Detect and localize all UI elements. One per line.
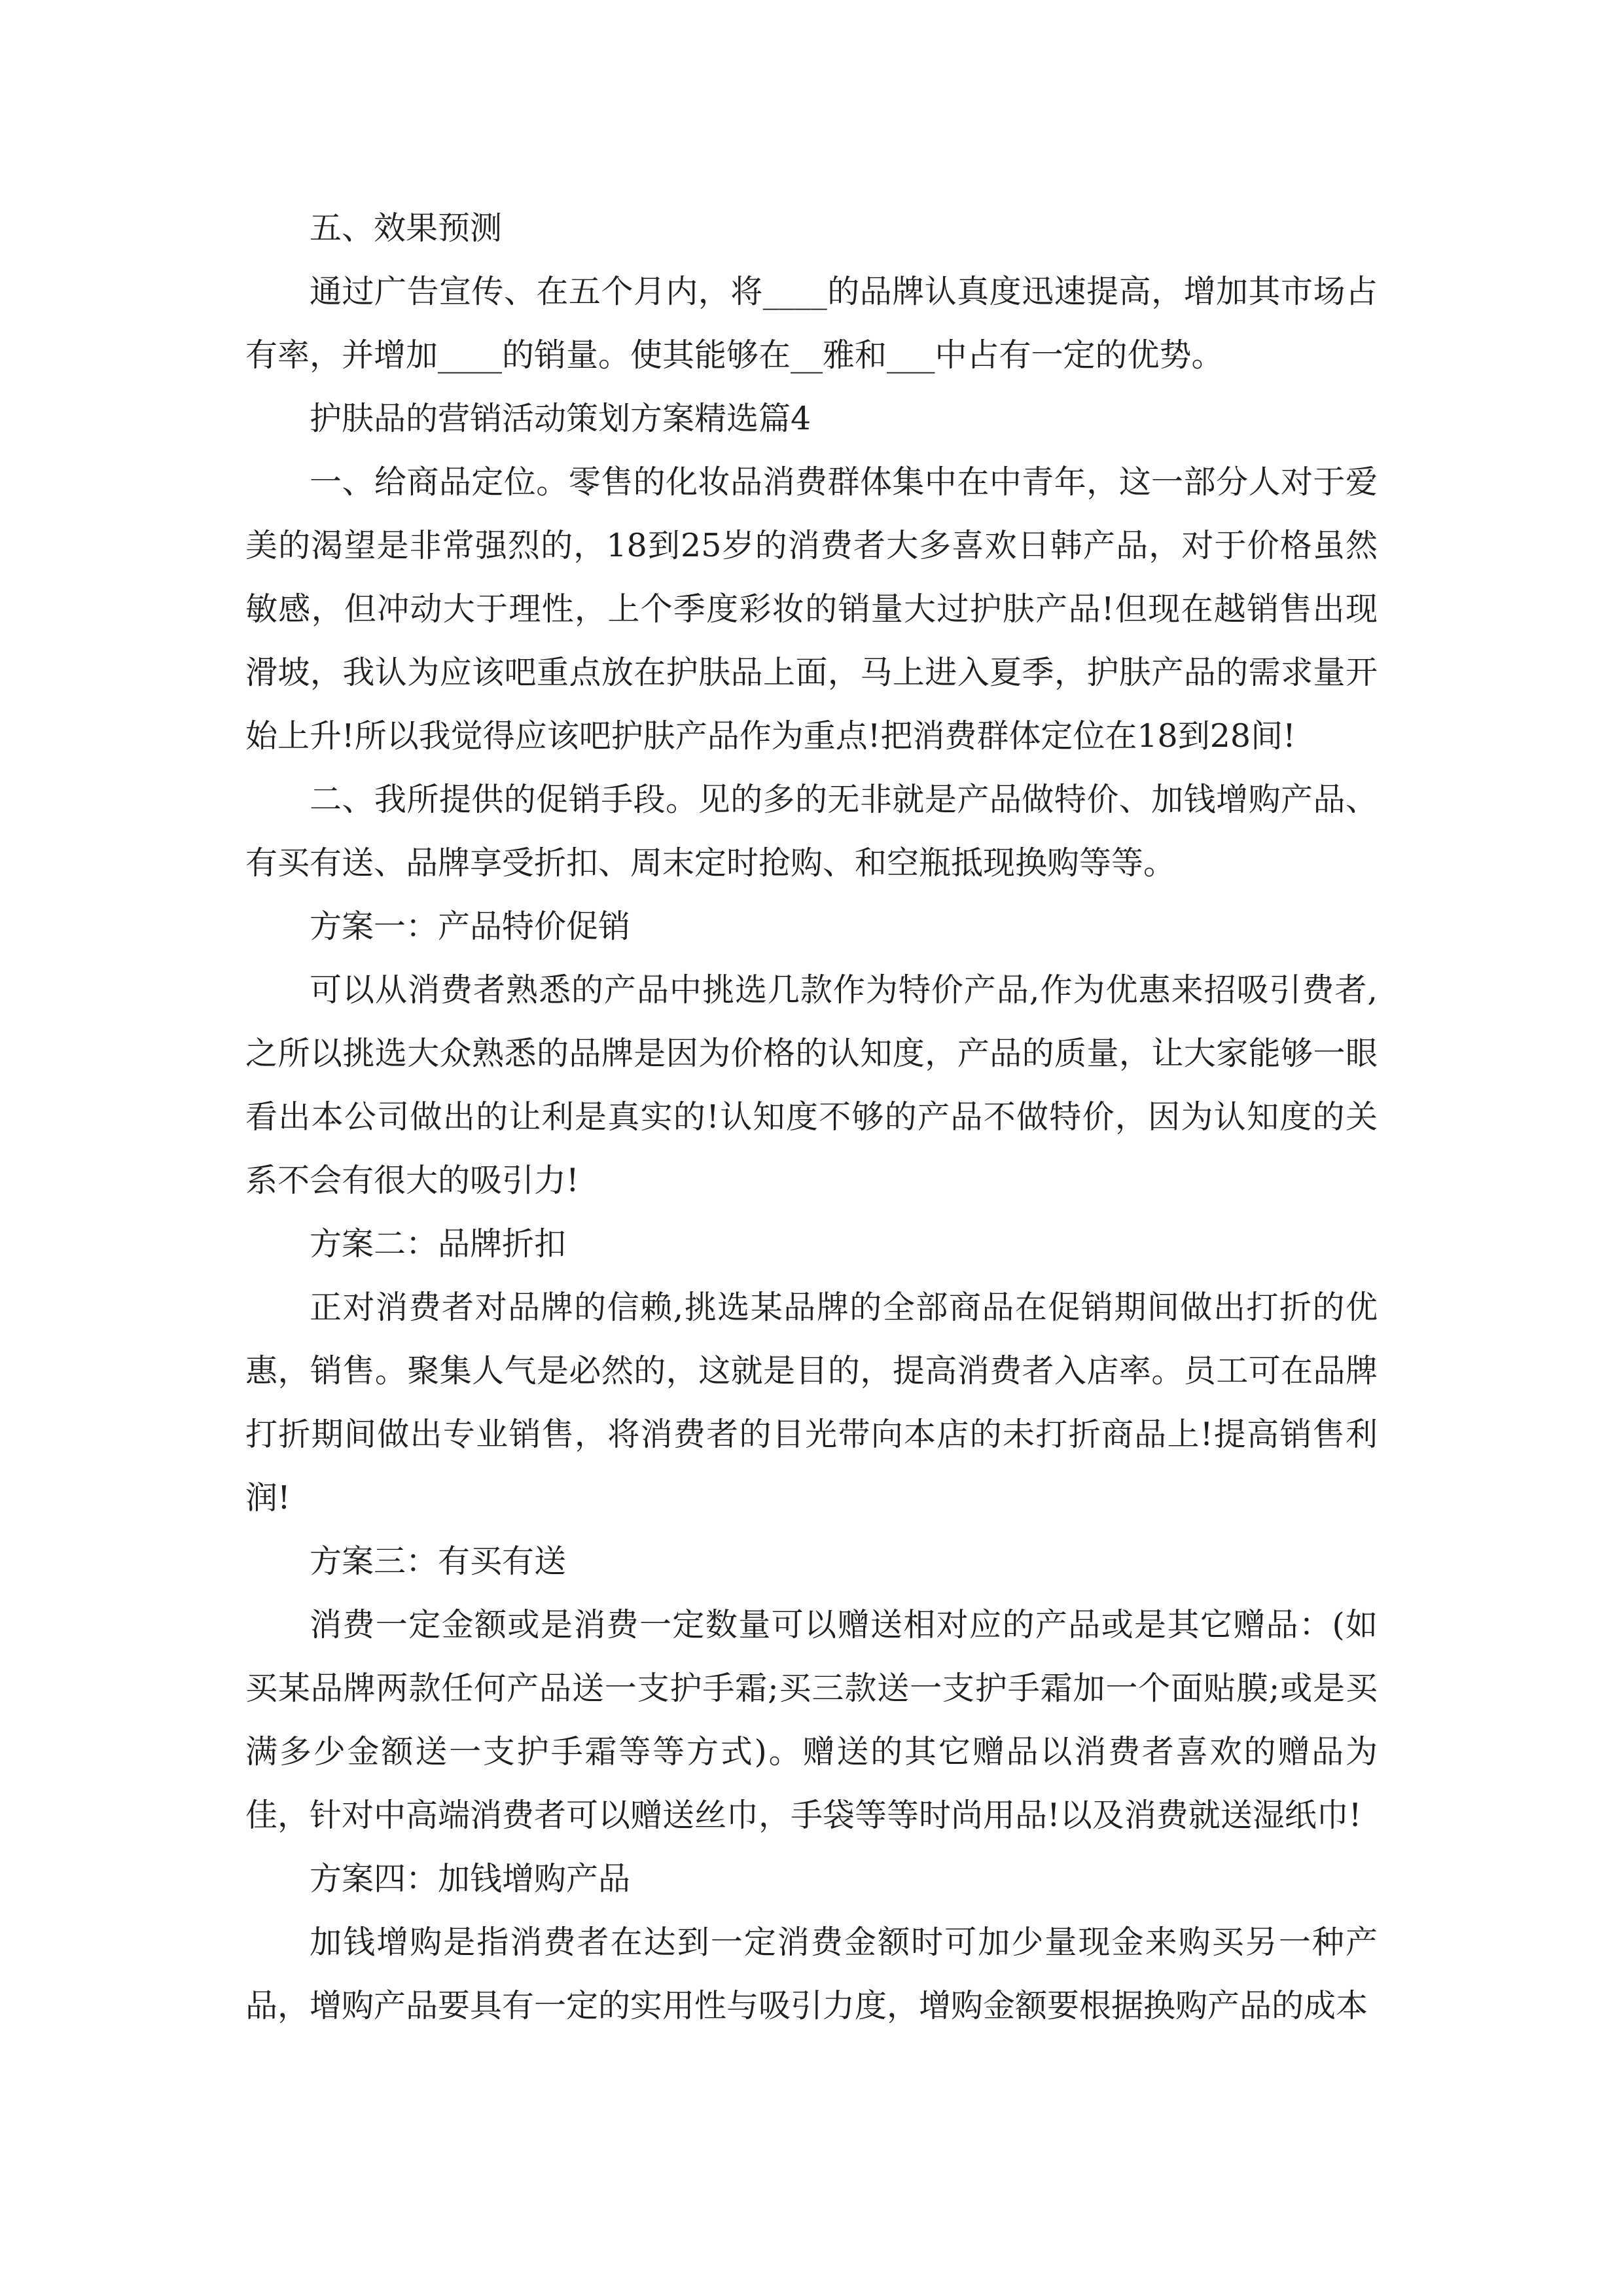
paragraph-effect-forecast: 通过广告宣传、在五个月内，将____的品牌认真度迅速提高，增加其市场占有率，并增加____的销量。使其能够在__雅和___中占有一定的优势。 (245, 273, 1378, 374)
plan-three-paragraph: 消费一定金额或是消费一定数量可以赠送相对应的产品或是其它赠品：(如买某品牌两款任何产品送一支护手霜;买三款送一支护手霜加一个面贴膜;或是买满多少金额送一支护手霜等等方式)。赠送的其它赠品以消费者喜欢的赠品为佳，针对中高端消费者可以赠送丝巾，手袋等等时尚用品!以及消费就送湿纸巾! (245, 1606, 1378, 1834)
section-heading-effect-forecast: 五、效果预测 (310, 209, 503, 247)
paragraph-product-positioning: 一、给商品定位。零售的化妆品消费群体集中在中青年，这一部分人对于爱美的渴望是非常强烈的，18到25岁的消费者大多喜欢日韩产品，对于价格虽然敏感，但冲动大于理性，上个季度彩妆的销量大过护肤产品!但现在越销售出现滑坡，我认为应该吧重点放在护肤品上面，马上进入夏季，护肤产品的需求量开始上升!所以我觉得应该吧护肤产品作为重点!把消费群体定位在18到28间! (245, 463, 1378, 755)
plan-two-heading: 方案二：品牌折扣 (310, 1225, 567, 1263)
plan-two-paragraph: 正对消费者对品牌的信赖,挑选某品牌的全部商品在促销期间做出打折的优惠，销售。聚集人气是必然的，这就是目的，提高消费者入店率。员工可在品牌打折期间做出专业销售，将消费者的目光带向本店的未打折商品上!提高销售利润! (245, 1289, 1378, 1516)
plan-three-heading: 方案三：有买有送 (310, 1543, 567, 1580)
article-title: 护肤品的营销活动策划方案精选篇4 (310, 400, 812, 437)
plan-one-heading: 方案一：产品特价促销 (310, 908, 631, 945)
document-body (245, 196, 1378, 2037)
plan-four-paragraph: 加钱增购是指消费者在达到一定消费金额时可加少量现金来购买另一种产品，增购产品要具有一定的实用性与吸引力度，增购金额要根据换购产品的成本 (245, 1924, 1378, 2024)
paragraph-promotion-methods: 二、我所提供的促销手段。见的多的无非就是产品做特价、加钱增购产品、有买有送、品牌享受折扣、周末定时抢购、和空瓶抵现换购等等。 (245, 781, 1378, 882)
plan-one-paragraph: 可以从消费者熟悉的产品中挑选几款作为特价产品,作为优惠来招吸引费者,之所以挑选大众熟悉的品牌是因为价格的认知度，产品的质量，让大家能够一眼看出本公司做出的让利是真实的!认知度不够的产品不做特价，因为认知度的关系不会有很大的吸引力! (245, 971, 1378, 1199)
plan-four-heading: 方案四：加钱增购产品 (310, 1860, 631, 1897)
